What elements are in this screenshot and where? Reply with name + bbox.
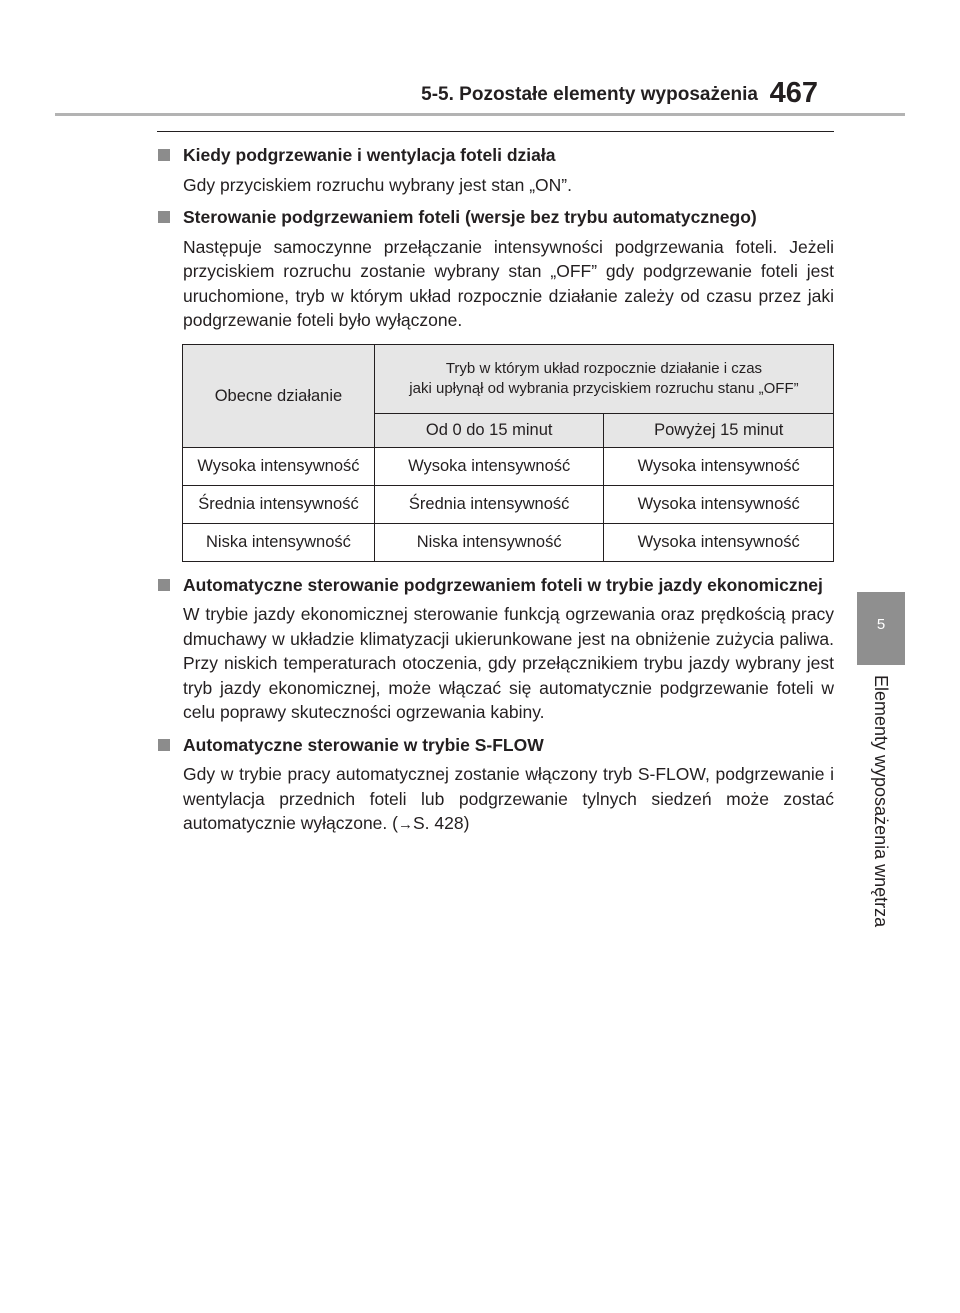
chapter-side-label (857, 675, 905, 945)
section-heading-text: Sterowanie podgrzewaniem foteli (wersje bez trybu automatycznego) (183, 207, 757, 227)
section-paragraph: Gdy przyciskiem rozruchu wybrany jest stan „ON”. (183, 174, 572, 195)
table-cell: Średnia intensywność (374, 485, 604, 523)
chapter-title: Elementy wyposażenia wnętrza (871, 675, 891, 928)
table-cell: Wysoka intensywność (374, 447, 604, 485)
section-heading (157, 205, 834, 230)
square-bullet-icon (158, 579, 170, 591)
table-cell: Wysoka intensywność (604, 523, 834, 561)
content-top-divider (157, 131, 834, 132)
table-cell: Wysoka intensywność (604, 447, 834, 485)
section-paragraph-text: Gdy w trybie pracy automatycznej zostanie włączony tryb S-FLOW, podgrzewanie i wentylacja przednich foteli lub podgrzewanie tylnych siedzeń może zostać automatycznie wyłączone. ( (183, 764, 834, 833)
table-cell: Niska intensywność (374, 523, 604, 561)
section-paragraph: W trybie jazdy ekonomicznej sterowanie funkcją ogrzewania oraz prędkością pracy dmuchawy w układzie klimatyzacji ukierunkowane jest na obniżenie zużycia paliwa. Przy niskich temperaturach otoczenia, gdy przełącznikiem trybu jazdy wybrany jest tryb jazdy ekonomicznej, może włączać się automatycznie podgrzewanie foteli w celu poprawy skuteczności ogrzewania kabiny. (183, 604, 834, 722)
section-heading-text: Kiedy podgrzewanie i wentylacja foteli działa (183, 145, 556, 165)
table-cell: Wysoka intensywność (183, 447, 375, 485)
section-heading (157, 143, 834, 168)
table-header-row (183, 344, 834, 413)
table-header-current-mode: Obecne działanie (183, 344, 375, 447)
header-divider (55, 113, 905, 116)
table-cell: Niska intensywność (183, 523, 375, 561)
section-heading (157, 573, 834, 598)
square-bullet-icon (158, 149, 170, 161)
section-paragraph: Następuje samoczynne przełączanie intensywności podgrzewania foteli. Jeżeli przyciskiem rozruchu zostanie wybrany stan „OFF” gdy podgrzewanie foteli jest uruchomione, tryb w którym układ rozpocznie działanie zależy od czasu przez jaki podgrzewanie foteli było wyłączone. (183, 236, 834, 330)
page-reference-link[interactable]: S. 428) (412, 813, 470, 833)
page-header (0, 0, 905, 120)
chapter-number: 5 (876, 616, 886, 633)
table-header-start-mode-line1: Tryb w którym układ rozpocznie działanie i czas (445, 359, 763, 377)
section-paragraph (157, 762, 834, 838)
square-bullet-icon (158, 739, 170, 751)
section-title: 5-5. Pozostałe elementy wyposażenia (421, 84, 758, 105)
table-cell: Średnia intensywność (183, 485, 375, 523)
section-heading (157, 733, 834, 758)
table-cell: Wysoka intensywność (604, 485, 834, 523)
table-row (183, 485, 834, 523)
table-header-0-15-min: Od 0 do 15 minut (374, 413, 604, 447)
table-row (183, 447, 834, 485)
section-heading-text: Automatyczne sterowanie podgrzewaniem foteli w trybie jazdy ekonomicznej (183, 574, 823, 595)
table-header-start-mode-line2: jaki upłynął od wybrania przyciskiem rozruchu stanu „OFF” (409, 379, 799, 397)
page-content (157, 143, 834, 846)
arrow-right-icon: → (397, 816, 413, 833)
section-heading-text: Automatyczne sterowanie w trybie S-FLOW (183, 734, 544, 755)
table-header-over-15-min: Powyżej 15 minut (604, 413, 834, 447)
square-bullet-icon (158, 211, 170, 223)
page-number: 467 (769, 77, 818, 109)
table-header-start-mode (374, 344, 833, 413)
heating-mode-table (182, 344, 834, 562)
chapter-tab (857, 592, 905, 665)
table-row (183, 523, 834, 561)
